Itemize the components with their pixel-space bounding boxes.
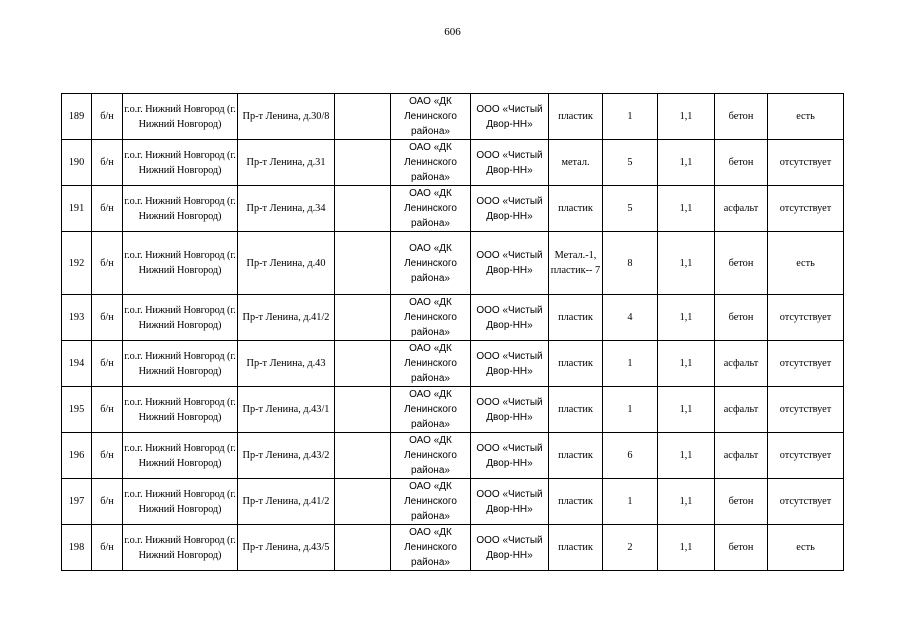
owner-cell: ОАО «ДК Ленинского района»: [391, 479, 471, 525]
address-cell: Пр-т Ленина, д.43: [238, 341, 335, 387]
waste-site-table: [61, 93, 844, 571]
operator-cell: ООО «Чистый Двор-НН»: [471, 186, 549, 232]
address-cell: Пр-т Ленина, д.34: [238, 186, 335, 232]
surface-cell: асфальт: [715, 341, 768, 387]
site-number-cell: б/н: [92, 479, 123, 525]
table-row: [62, 94, 844, 140]
volume-cell: 1,1: [658, 232, 715, 295]
owner-cell: ОАО «ДК Ленинского района»: [391, 94, 471, 140]
volume-cell: 1,1: [658, 341, 715, 387]
material-cell: пластик: [549, 186, 603, 232]
location-cell: г.о.г. Нижний Новгород (г. Нижний Новгород): [123, 341, 238, 387]
operator-cell: ООО «Чистый Двор-НН»: [471, 94, 549, 140]
volume-cell: 1,1: [658, 94, 715, 140]
surface-cell: бетон: [715, 525, 768, 571]
material-cell: пластик: [549, 479, 603, 525]
operator-cell: ООО «Чистый Двор-НН»: [471, 479, 549, 525]
volume-cell: 1,1: [658, 387, 715, 433]
table-row: [62, 140, 844, 186]
page-number: 606: [444, 26, 461, 38]
address-cell: Пр-т Ленина, д.30/8: [238, 94, 335, 140]
container-count-cell: 5: [603, 140, 658, 186]
location-cell: г.о.г. Нижний Новгород (г. Нижний Новгород): [123, 479, 238, 525]
volume-cell: 1,1: [658, 140, 715, 186]
row-number-cell: 190: [62, 140, 92, 186]
row-number-cell: 189: [62, 94, 92, 140]
site-number-cell: б/н: [92, 94, 123, 140]
surface-cell: бетон: [715, 479, 768, 525]
row-number-cell: 194: [62, 341, 92, 387]
address-cell: Пр-т Ленина, д.43/2: [238, 433, 335, 479]
volume-cell: 1,1: [658, 433, 715, 479]
volume-cell: 1,1: [658, 525, 715, 571]
surface-cell: асфальт: [715, 433, 768, 479]
material-cell: метал.: [549, 140, 603, 186]
location-cell: г.о.г. Нижний Новгород (г. Нижний Новгород): [123, 186, 238, 232]
material-cell: пластик: [549, 341, 603, 387]
material-cell: пластик: [549, 94, 603, 140]
row-number-cell: 191: [62, 186, 92, 232]
operator-cell: ООО «Чистый Двор-НН»: [471, 341, 549, 387]
container-count-cell: 4: [603, 295, 658, 341]
owner-cell: ОАО «ДК Ленинского района»: [391, 525, 471, 571]
operator-cell: ООО «Чистый Двор-НН»: [471, 295, 549, 341]
location-cell: г.о.г. Нижний Новгород (г. Нижний Новгород): [123, 295, 238, 341]
empty-cell: [335, 94, 391, 140]
location-cell: г.о.г. Нижний Новгород (г. Нижний Новгород): [123, 387, 238, 433]
row-number-cell: 193: [62, 295, 92, 341]
row-number-cell: 196: [62, 433, 92, 479]
empty-cell: [335, 387, 391, 433]
fence-cell: отсутствует: [768, 341, 844, 387]
empty-cell: [335, 525, 391, 571]
fence-cell: есть: [768, 232, 844, 295]
surface-cell: бетон: [715, 295, 768, 341]
owner-cell: ОАО «ДК Ленинского района»: [391, 232, 471, 295]
address-cell: Пр-т Ленина, д.43/1: [238, 387, 335, 433]
table-row: [62, 295, 844, 341]
owner-cell: ОАО «ДК Ленинского района»: [391, 140, 471, 186]
container-count-cell: 2: [603, 525, 658, 571]
material-cell: пластик: [549, 525, 603, 571]
site-number-cell: б/н: [92, 341, 123, 387]
site-number-cell: б/н: [92, 433, 123, 479]
site-number-cell: б/н: [92, 295, 123, 341]
owner-cell: ОАО «ДК Ленинского района»: [391, 295, 471, 341]
fence-cell: отсутствует: [768, 387, 844, 433]
site-number-cell: б/н: [92, 387, 123, 433]
operator-cell: ООО «Чистый Двор-НН»: [471, 232, 549, 295]
container-count-cell: 1: [603, 479, 658, 525]
table-row: [62, 433, 844, 479]
fence-cell: отсутствует: [768, 140, 844, 186]
table-row: [62, 186, 844, 232]
container-count-cell: 6: [603, 433, 658, 479]
table-row: [62, 341, 844, 387]
fence-cell: отсутствует: [768, 479, 844, 525]
fence-cell: есть: [768, 94, 844, 140]
operator-cell: ООО «Чистый Двор-НН»: [471, 433, 549, 479]
empty-cell: [335, 232, 391, 295]
fence-cell: есть: [768, 525, 844, 571]
location-cell: г.о.г. Нижний Новгород (г. Нижний Новгород): [123, 525, 238, 571]
empty-cell: [335, 479, 391, 525]
empty-cell: [335, 341, 391, 387]
volume-cell: 1,1: [658, 479, 715, 525]
operator-cell: ООО «Чистый Двор-НН»: [471, 140, 549, 186]
location-cell: г.о.г. Нижний Новгород (г. Нижний Новгород): [123, 232, 238, 295]
volume-cell: 1,1: [658, 295, 715, 341]
empty-cell: [335, 186, 391, 232]
row-number-cell: 198: [62, 525, 92, 571]
surface-cell: бетон: [715, 232, 768, 295]
address-cell: Пр-т Ленина, д.43/5: [238, 525, 335, 571]
container-count-cell: 1: [603, 94, 658, 140]
owner-cell: ОАО «ДК Ленинского района»: [391, 186, 471, 232]
container-count-cell: 1: [603, 341, 658, 387]
table-row: [62, 232, 844, 295]
site-number-cell: б/н: [92, 525, 123, 571]
empty-cell: [335, 295, 391, 341]
surface-cell: бетон: [715, 94, 768, 140]
owner-cell: ОАО «ДК Ленинского района»: [391, 341, 471, 387]
address-cell: Пр-т Ленина, д.41/2: [238, 479, 335, 525]
container-count-cell: 5: [603, 186, 658, 232]
table-row: [62, 479, 844, 525]
row-number-cell: 192: [62, 232, 92, 295]
surface-cell: асфальт: [715, 387, 768, 433]
table-row: [62, 525, 844, 571]
owner-cell: ОАО «ДК Ленинского района»: [391, 433, 471, 479]
operator-cell: ООО «Чистый Двор-НН»: [471, 525, 549, 571]
material-cell: пластик: [549, 295, 603, 341]
empty-cell: [335, 433, 391, 479]
site-number-cell: б/н: [92, 232, 123, 295]
site-number-cell: б/н: [92, 186, 123, 232]
container-count-cell: 1: [603, 387, 658, 433]
operator-cell: ООО «Чистый Двор-НН»: [471, 387, 549, 433]
owner-cell: ОАО «ДК Ленинского района»: [391, 387, 471, 433]
empty-cell: [335, 140, 391, 186]
location-cell: г.о.г. Нижний Новгород (г. Нижний Новгород): [123, 94, 238, 140]
table-row: [62, 387, 844, 433]
fence-cell: отсутствует: [768, 433, 844, 479]
surface-cell: асфальт: [715, 186, 768, 232]
volume-cell: 1,1: [658, 186, 715, 232]
container-count-cell: 8: [603, 232, 658, 295]
location-cell: г.о.г. Нижний Новгород (г. Нижний Новгород): [123, 140, 238, 186]
site-number-cell: б/н: [92, 140, 123, 186]
surface-cell: бетон: [715, 140, 768, 186]
fence-cell: отсутствует: [768, 186, 844, 232]
row-number-cell: 195: [62, 387, 92, 433]
row-number-cell: 197: [62, 479, 92, 525]
address-cell: Пр-т Ленина, д.40: [238, 232, 335, 295]
fence-cell: отсутствует: [768, 295, 844, 341]
address-cell: Пр-т Ленина, д.41/2: [238, 295, 335, 341]
address-cell: Пр-т Ленина, д.31: [238, 140, 335, 186]
location-cell: г.о.г. Нижний Новгород (г. Нижний Новгород): [123, 433, 238, 479]
material-cell: пластик: [549, 387, 603, 433]
material-cell: пластик: [549, 433, 603, 479]
material-cell: Метал.-1, пластик-- 7: [549, 232, 603, 295]
